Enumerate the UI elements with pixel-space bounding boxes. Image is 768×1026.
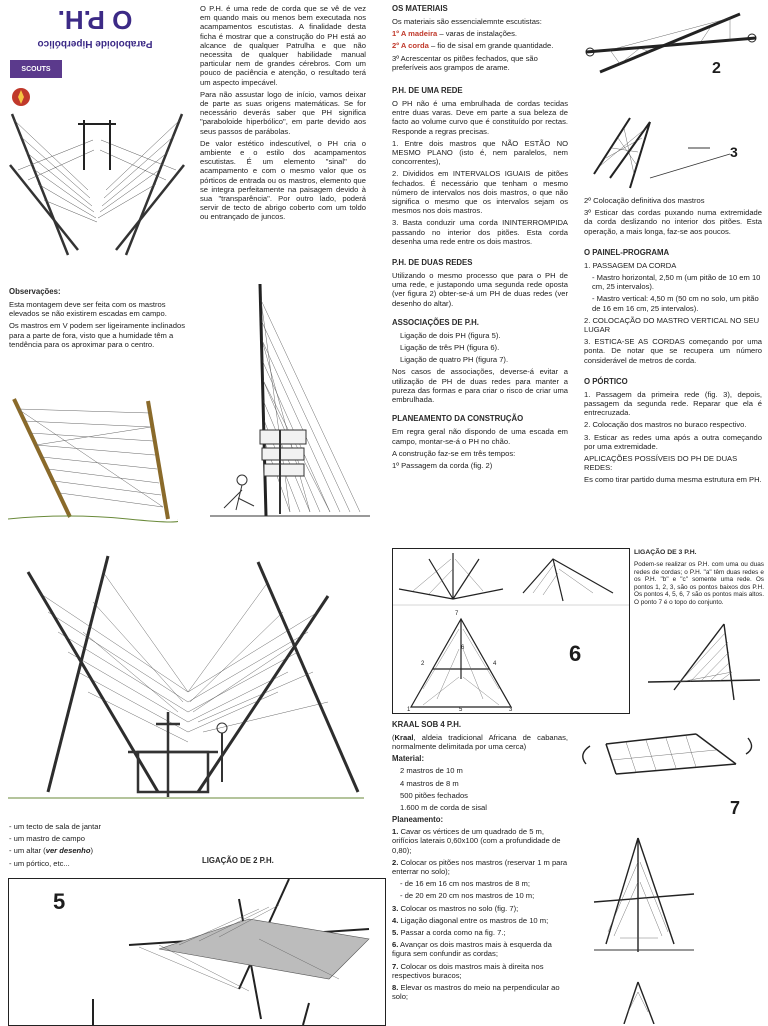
ligacao3-text: Podem-se realizar os P.H. com uma ou duas redes de cordas; o P.H. "a" têm duas redes e os P.H. "b" e "c" somente uma rede. Os pontos 1, 2, 3, são os pontos baixos dos P.H. Os pontos 4, 5, 6, 7 são os pontos mais altos. O ponto 7 é o topo do conjunto. <box>634 561 764 606</box>
kraal-plan-step <box>400 879 568 888</box>
observacoes-section <box>9 287 185 352</box>
kraal-plan-step-text: Colocar os pitões nos mastros (reservar 1 m para enterrar no solo); <box>392 857 568 877</box>
kraal-material-item: 2 mastros de 10 m <box>400 766 463 776</box>
signpost-ph-illustration <box>210 280 370 520</box>
materiais-intro: Os materiais são essencialemnte escutistas: <box>392 17 542 26</box>
associacoes-item: Ligação de quatro PH (figura 7). <box>400 355 509 365</box>
svg-text:3: 3 <box>509 707 513 713</box>
associacoes-item: Ligação de três PH (figura 6). <box>400 343 500 353</box>
figure-5-box <box>8 878 386 1026</box>
kraal-plan-step <box>392 858 568 876</box>
ph-two-net-illustration <box>8 110 186 260</box>
page-subtitle: Paraboloide Hiperbólico <box>37 38 153 49</box>
associacoes-item: Ligação de dois PH (figura 5). <box>400 330 501 340</box>
figure-6-box <box>392 548 630 714</box>
associacoes-text: Nos casos de associações, deverse-á evitar a utilização de PH de duas redes para manter a pureza das formas e para criar o risco de criar uma embrulhada. <box>392 367 568 405</box>
kraal-plan-step-text: Ligação diagonal entre os mastros de 10 m; <box>398 915 549 925</box>
kraal-plan-step <box>400 891 568 900</box>
kraal-plan-step <box>392 983 568 1001</box>
kraal-plan-step <box>392 928 568 937</box>
kraal-material-item: 4 mastros de 8 m <box>400 778 459 788</box>
logo-text: SCOUTS <box>21 65 51 73</box>
kraal-plan-step-number: 4. <box>392 915 399 925</box>
figure-5-number: 5 <box>53 889 66 914</box>
col4-step: 2º Colocação definitiva dos mastros <box>584 196 705 205</box>
use-item-emphasis: ver desenho <box>45 846 91 856</box>
kraal-plan-step-number: 1. <box>392 827 399 837</box>
kraal-intro: (Kraal, aldeia tradicional Africana de cabanas, normalmente delimitada por uma cerca) <box>392 733 568 752</box>
kraal-plan-step-number: 3. <box>392 903 399 913</box>
svg-text:6: 6 <box>461 645 465 651</box>
portico-item: 1. Passagem da primeira rede (fig. 3), depois, passagem da segunda rede. Reparar que ela é entrecruzada. <box>584 389 762 418</box>
associacoes-heading: ASSOCIAÇÕES DE P.H. <box>392 317 479 327</box>
svg-text:7: 7 <box>455 611 459 617</box>
observacoes-heading: Observações: <box>9 287 61 296</box>
use-item: - um mastro de campo <box>9 834 85 844</box>
ph-rede-heading: P.H. DE UMA REDE <box>392 86 463 96</box>
kraal-plan-step <box>392 962 568 980</box>
kraal-plan-step-number: 6. <box>392 940 399 950</box>
kraal-intro-bold: Kraal <box>394 733 414 742</box>
ligacao3-heading: LIGAÇÃO DE 3 P.H. <box>634 549 697 556</box>
ph-rede-intro: O PH não é uma embrulhada de cordas tecidas entre duas varas. Deve em parte a sua beleza de facto ao volume curvo que é constituído por rectas. Responde a regras precisas. <box>392 99 568 136</box>
use-item: - um altar (ver desenho) <box>9 846 93 856</box>
inclined-ph-illustration <box>8 395 178 525</box>
kraal-plan-step-number: 5. <box>392 928 399 938</box>
planeamento-line: 1º Passagem da corda (fig. 2) <box>392 460 493 470</box>
kraal-plan-list <box>392 827 568 1001</box>
use-item: - um pórtico, etc... <box>9 858 70 868</box>
planeamento-heading: PLANEAMENTO DA CONSTRUÇÃO <box>392 414 524 424</box>
kraal-plan-step-text: Colocar os dois mastros mais à direita nos respectivos buracos; <box>392 961 544 980</box>
painel-item: 2. COLOCAÇÃO DO MASTRO VERTICAL NO SEU LUGAR <box>584 315 760 335</box>
planeamento-text: Em regra geral não dispondo de uma escada em campo, montar-se-á o PH no chão. <box>392 427 568 446</box>
col4-text <box>584 196 762 488</box>
kraal-material-item: 1.600 m de corda de sisal <box>400 803 487 813</box>
kraal-plan-step-text: - de 16 em 16 cm nos mastros de 8 m; <box>400 879 530 889</box>
kraal-plan-step <box>392 827 568 855</box>
figure-7-number: 7 <box>730 798 741 818</box>
portico-apps-text: Es como tirar partido duma mesma estrutura em PH. <box>584 475 762 485</box>
kraal-illustration <box>584 832 764 1024</box>
figure-7-illustration <box>576 724 766 818</box>
figure-3-number: 3 <box>730 144 738 160</box>
svg-text:2: 2 <box>421 661 425 667</box>
kraal-material-item: 500 pitões fechados <box>400 790 468 800</box>
uses-list <box>9 822 189 871</box>
altar-ph-illustration <box>8 552 364 802</box>
materiais-item-bold: 2º A corda <box>392 41 429 51</box>
kraal-plan-heading: Planeamento: <box>392 815 444 825</box>
ligacao3-section <box>634 548 764 607</box>
materiais-heading: OS MATERIAIS <box>392 4 448 13</box>
col4-step: 3º Esticar das cordas puxando numa extremidade da corda deslizando no interior dos pitões. Esta operação, a mais longa, faz-se aos poucos. <box>584 208 762 236</box>
kraal-plan-step-number: 7. <box>392 961 399 971</box>
kraal-plan-step <box>392 916 568 925</box>
svg-text:1: 1 <box>407 707 411 713</box>
scouts-logo <box>10 60 62 78</box>
kraal-intro-text: , aldeia tradicional Africana de cabanas, normalmente delimitada por uma cerca) <box>392 733 568 752</box>
figure-6-number: 6 <box>569 641 582 666</box>
portico-heading: O PÓRTICO <box>584 376 628 386</box>
painel-item: 1. PASSAGEM DA CORDA <box>584 260 677 270</box>
materiais-item <box>392 29 568 38</box>
kraal-plan-step-text: Avançar os dois mastros mais à esquerda da figura sem confundir as cordas; <box>392 940 552 959</box>
figure-2-illustration <box>580 8 764 88</box>
figure-3-illustration <box>590 108 766 194</box>
kraal-plan-step-text: Cavar os vértices de um quadrado de 5 m, orifícios laterais 0,60x100 (com a profundidade de 0,80); <box>392 827 561 855</box>
observacoes-paragraph: Os mastros em V podem ser ligeiramente inclinados para a parte de fora, visto que a humidade têm a tendência para os aproximar para o centro. <box>9 321 185 349</box>
ligacao3-illustration <box>644 620 764 710</box>
portico-apps-heading: APLICAÇÕES POSSÍVEIS DO PH DE DUAS REDES: <box>584 454 738 473</box>
materiais-item-text: – fio de sisal em grande quantidade. <box>428 41 554 51</box>
use-item: - um tecto de sala de jantar <box>9 822 102 831</box>
ph-rede-rule: 3. Basta conduzir uma corda ININTERROMPIDA passando no interior dos pitões. Esta corda desenha uma rede entre os dois mastros. <box>392 218 568 246</box>
ph-rede-rule: 1. Entre dois mastros que NÃO ESTÃO NO MESMO PLANO (isto é, nem paralelos, nem concorrentes), <box>392 138 568 167</box>
ligacao2-heading: LIGAÇÃO DE 2 P.H. <box>202 856 274 865</box>
intro-paragraph: O P.H. é uma rede de corda que se vê de vez em quando mais ou menos bem executada nos acampamentos escutistas. A finalidade desta ficha é mostrar que a construção do PH está ao alcance de qualquer Patrulha e que não necessita de qualquer habilidade manual particular nem de grandes cérebros. Com um pouco de paciência e atenção, o resultado terá um aspecto impecável. <box>200 4 366 87</box>
kraal-section <box>392 720 568 1004</box>
kraal-plan-step-number: 8. <box>392 983 399 993</box>
intro-paragraph: De valor estético indescutível, o PH cria o ambiente e o estilo dos acampamentos escutistas. É um elemento "sinal" do acampamento e com o mesmo valor que os pórticos de entrada ou os mastros, elemento que se integra perfeitamente na paisagem devido à sua "transparência". Por outro lado, poderá servir de tecto de abrigo coberto com um toldo ou entrançado de juncos. <box>200 138 366 222</box>
kraal-plan-step-text: Passar a corda como na fig. 7.; <box>398 928 506 938</box>
kraal-plan-step-text: Elevar os mastros do meio na perpendicular ao solo; <box>392 983 560 1002</box>
ph-duas-text: Utilizando o mesmo processo que para o PH de uma rede, e justapondo uma segunda rede oposta (ver figura 2) obter-se-á um PH de duas redes (ver desenho do altar). <box>392 271 568 308</box>
page-title: O P.H. <box>57 5 133 35</box>
kraal-plan-step-text: - de 20 em 20 cm nos mastros de 10 m; <box>400 891 535 901</box>
kraal-heading: KRAAL SOB 4 P.H. <box>392 720 462 729</box>
kraal-plan-step-number: 2. <box>392 857 399 867</box>
figure-2-number: 2 <box>712 60 721 77</box>
painel-item: 3. ESTICA-SE AS CORDAS começando por uma ponta. De notar que se recupera um número considerável de metros de corda. <box>584 337 762 365</box>
emblem-icon <box>10 86 32 108</box>
kraal-plan-step-text: Colocar os mastros no solo (fig. 7); <box>398 903 519 913</box>
intro-column <box>200 4 366 225</box>
kraal-material-heading: Material: <box>392 754 425 764</box>
svg-text:5: 5 <box>459 707 463 713</box>
materiais-section <box>392 4 568 473</box>
observacoes-paragraph: Esta montagem deve ser feita com os mastros elevados se não existirem escadas em campo. <box>9 300 167 319</box>
painel-item: - Mastro horizontal, 2,50 m (um pitão de 10 em 10 cm, 25 intervalos). <box>592 273 761 292</box>
intro-paragraph: Para não assustar logo de início, vamos deixar de parte as suas origens matemáticas. Se for necessário deverás saber que PH significa "paraboloide hiperbólico", em parte devido aos seus passos de parábolas. <box>200 89 366 136</box>
portico-item: 2. Colocação dos mastros no buraco respectivo. <box>584 420 747 430</box>
kraal-plan-step <box>392 940 568 958</box>
painel-item: - Mastro vertical: 4,50 m (50 cm no solo, um pitão de 16 em 16 cm, 25 intervalos). <box>592 294 759 313</box>
page-header <box>4 4 186 54</box>
materiais-item: 3º Acrescentar os pitões fechados, que são preferíveis aos grampos de arame. <box>392 53 538 72</box>
ph-rede-rule: 2. Divididos em INTERVALOS IGUAIS de pitões fechados. É necessário que tenham o mesmo número de intervalos nos dois mastros, o que não significa o mesmo que os intervalos sejam os mesmos nos dois mastros. <box>392 169 568 216</box>
ph-duas-heading: P.H. DE DUAS REDES <box>392 258 473 268</box>
materiais-item-bold: 1º A madeira <box>392 29 438 39</box>
svg-text:4: 4 <box>493 661 497 667</box>
materiais-item <box>392 41 568 50</box>
portico-item: 3. Esticar as redes uma após a outra começando por uma extremidade. <box>584 432 762 451</box>
painel-heading: O PAINEL-PROGRAMA <box>584 247 670 257</box>
planeamento-line: A construção faz-se em três tempos: <box>392 448 516 458</box>
materiais-item-text: – varas de instalações. <box>437 29 518 39</box>
kraal-plan-step <box>392 904 568 913</box>
